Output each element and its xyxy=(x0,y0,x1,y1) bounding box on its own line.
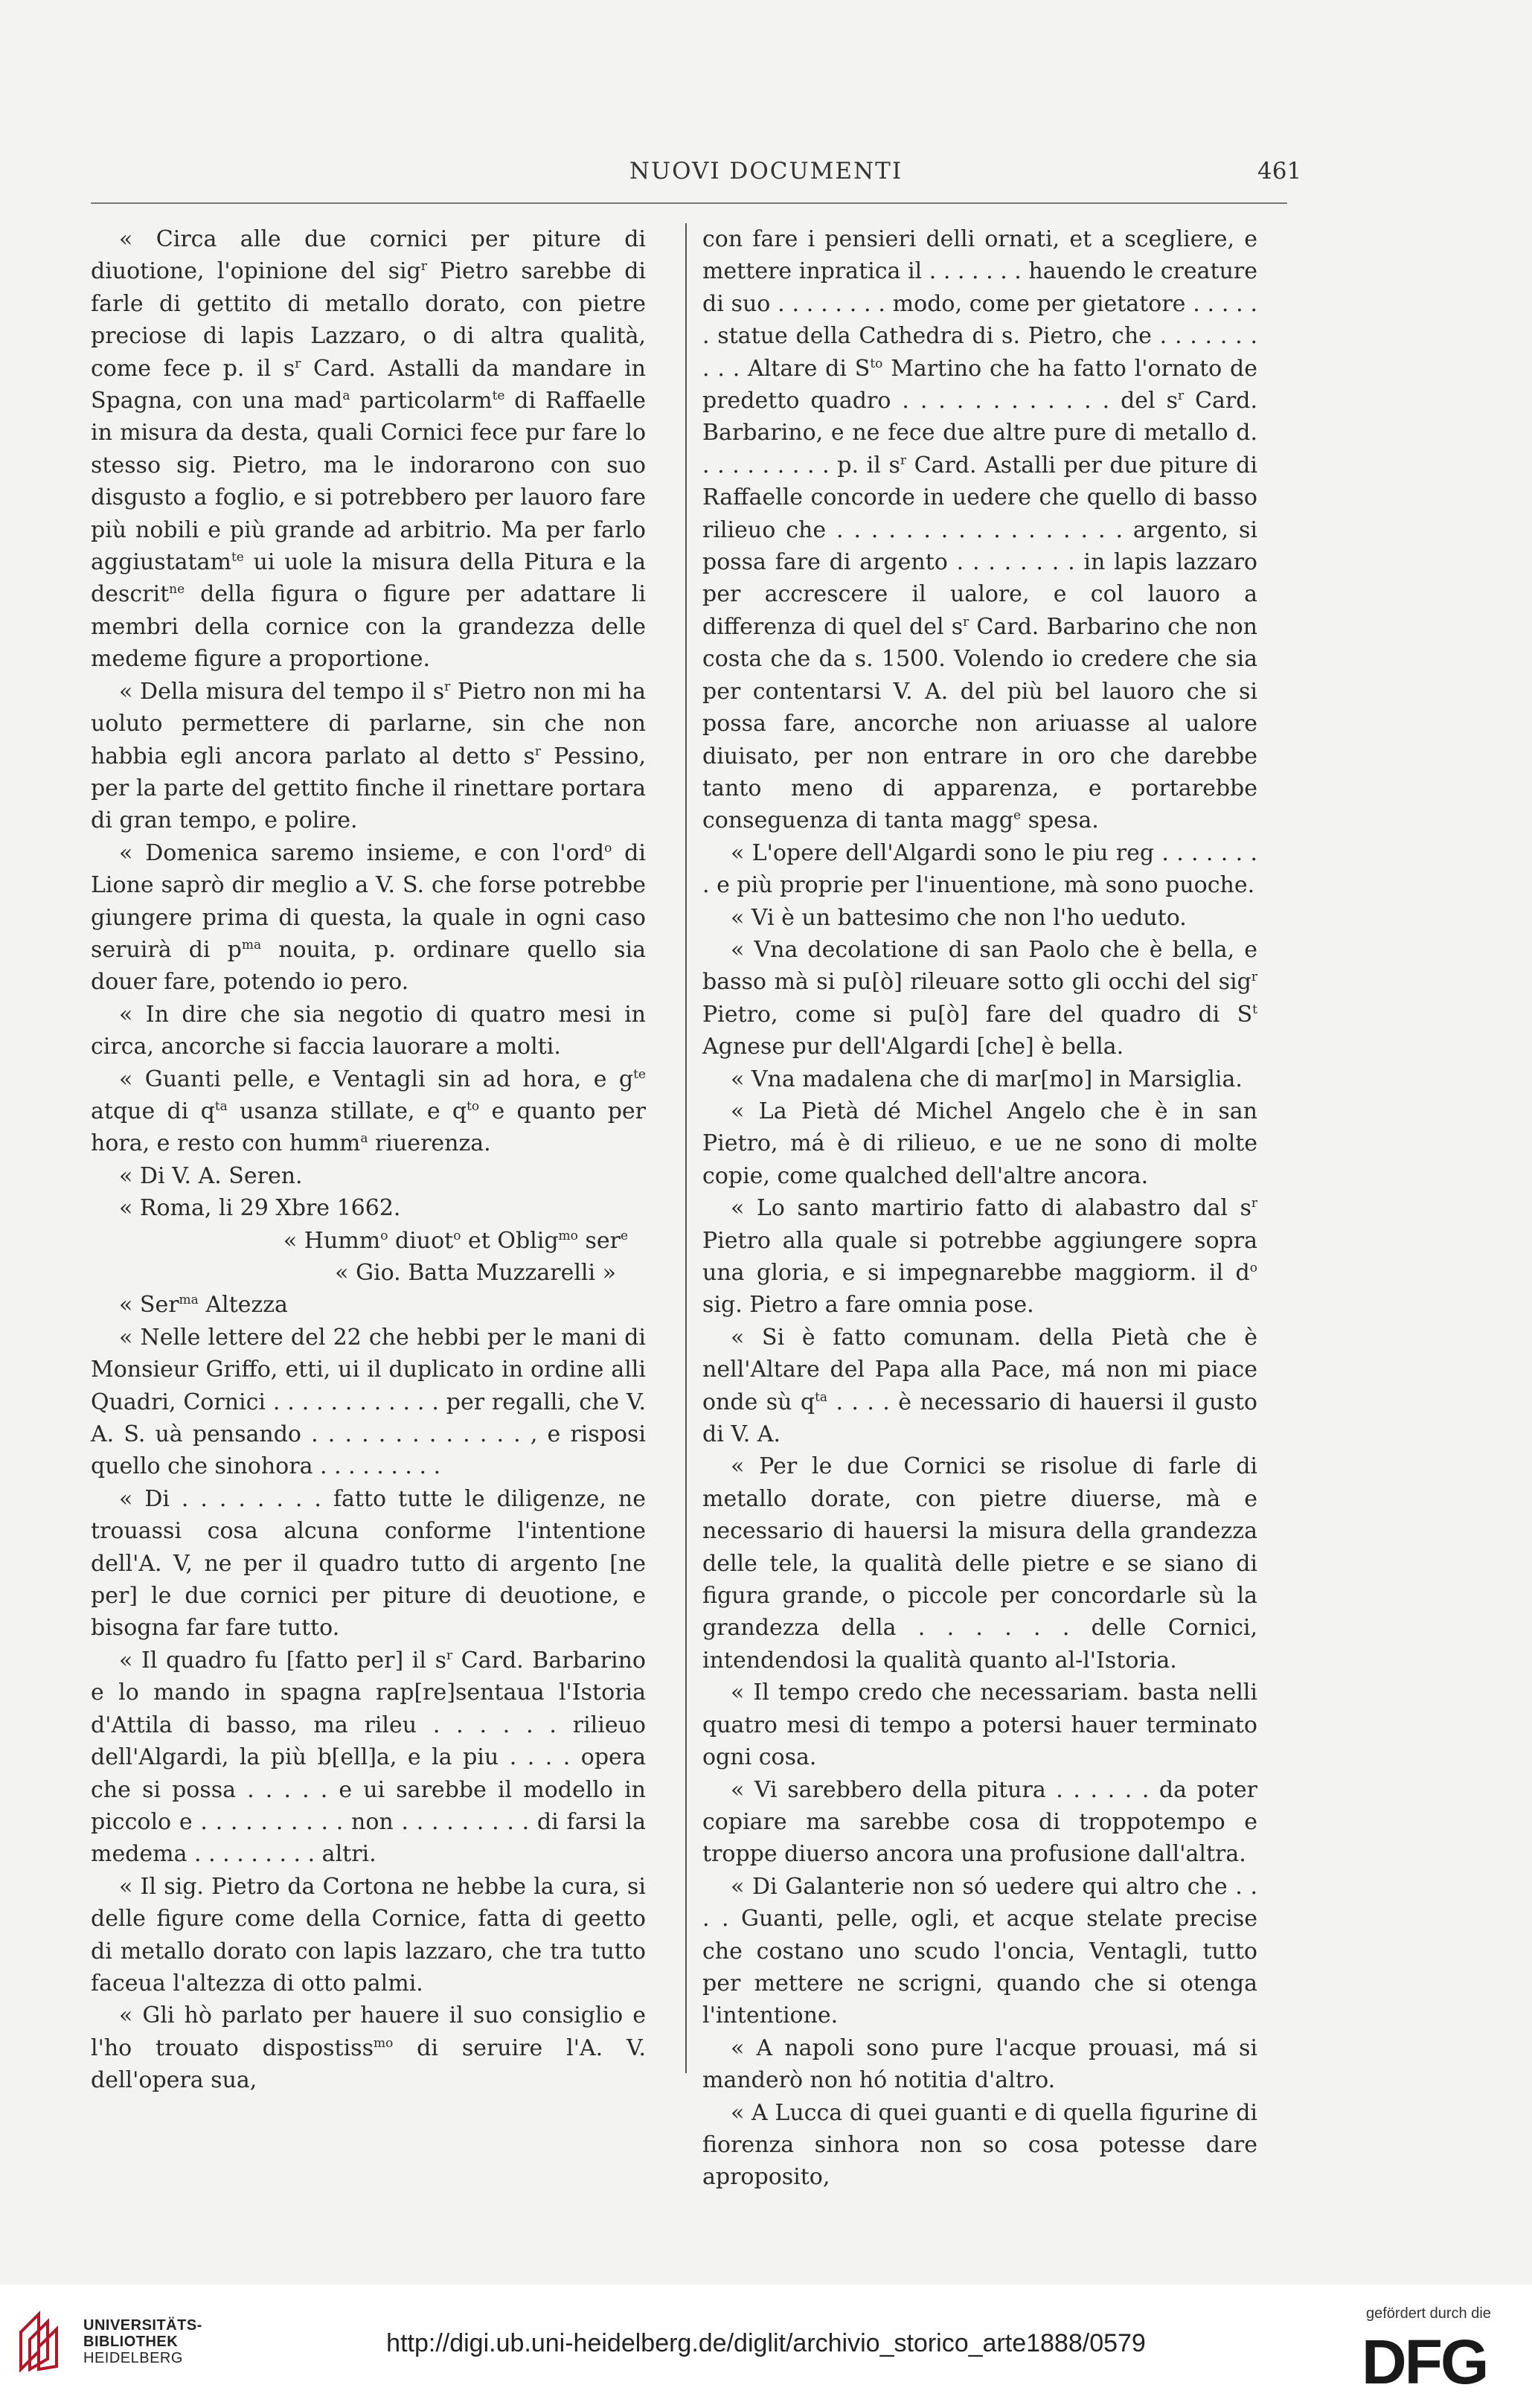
paragraph: « Di V. A. Seren. xyxy=(119,1162,303,1189)
paragraph: « Il tempo credo che necessariam. basta nelli quatro mesi di tempo a potersi hauer terminato ogni cosa. xyxy=(702,1679,1257,1771)
paragraph: « Circa alle due cornici per piture di diuotione, l'opinione del sig$^r$ Pietro sarebbe di farle di gettito di metallo dorato, con pietre preciose di lapis Lazzaro, o di altra qualità, come fece p. il $s^r$ Card. Astalli da mandare in Spagna, con una mad$^a$ particolarm$^{te}$ di Raffaelle in misura da desta, quali Cornici fece pur fare lo stesso sig. Pietro, ma le indorarono con suo disgusto a foglio, e si potrebbero per lauoro fare più nobili e più grande ad arbitrio. Ma per farlo aggiustatam$^{te}$ ui uole la misura della Pitura e la descrit$^{ne}$ della figura o figure per adattare li membri della cornice con la grandezza delle medeme figure a proportione. xyxy=(91,226,647,673)
paragraph: « Gli hò parlato per hauere il suo consiglio e l'ho trouato dispostiss$^{mo}$ di seruire l'A. V. dell'opera sua, xyxy=(91,2002,646,2094)
paragraph: « A napoli sono pure l'acque prouasi, má si manderò non hó notitia d'altro. xyxy=(702,2034,1257,2094)
paragraph: « Domenica saremo insieme, e con l'ord$^o$ di Lione saprò dir meglio a V. S. che forse potrebbe giungere prima di questa, la quale in ogni caso seruirà di $p^{ma}$ nouita, p. ordinare quello sia douer fare, potendo io pero. xyxy=(91,839,646,996)
paragraph: « Si è fatto comunam. della Pietà che è nell'Altare del Papa alla Pace, má non mi piace onde sù $q^{ta}$ . . . . è necessario di hauersi il gusto di V. A. xyxy=(702,1324,1257,1448)
paragraph: « Della misura del tempo il $s^r$ Pietro non mi ha uoluto permettere di parlarne, sin che non habbia egli ancora parlato al detto $s^r$ Pessino, per la parte del gettito finche il rinettare portara di gran tempo, e polire. xyxy=(91,678,646,834)
paragraph: « Vna madalena che di mar[mo] in Marsiglia. xyxy=(731,1066,1243,1092)
paragraph: « Vi sarebbero della pitura . . . . . . da poter copiare ma sarebbe cosa di troppotempo e troppe diuerso ancora una profusione dall'altra. xyxy=(702,1776,1257,1868)
paragraph: « Il quadro fu [fatto per] il $s^r$ Card. Barbarino e lo mando in spagna rap[re]sentaua l'Istoria d'Attila di basso, ma rileu . . . . . . rilieuo dell'Algardi, la più b[ell]a, e la piu . . . . opera che si possa . . . . . e ui sarebbe il modello in piccolo e . . . . . . . . . . non . . . . . . . . . di farsi la medema . . . . . . . . . altri. xyxy=(91,1647,646,1868)
left-column xyxy=(91,223,646,2097)
paragraph: « Humm$^o$ diuot$^o$ et Oblig$^{mo}$ ser$^e$ xyxy=(283,1227,628,1254)
dfg-logo: DFG xyxy=(1362,2327,1487,2397)
source-url-link[interactable]: http://digi.ub.uni-heidelberg.de/diglit/archivio_storico_arte1888/0579 xyxy=(386,2329,1146,2357)
running-head xyxy=(0,158,1532,202)
column-divider xyxy=(685,223,687,2073)
paragraph: « Vna decolatione di san Paolo che è bella, e basso mà si pu[ò] rileuare sotto gli occhi del sig$^r$ Pietro, come si pu[ò] fare del quadro di $S^t$ Agnese pur dell'Algardi [che] è bella. xyxy=(702,936,1257,1060)
university-library-name: UNIVERSITÄTS- BIBLIOTHEK HEIDELBERG xyxy=(83,2317,202,2366)
paragraph: « Gio. Batta Muzzarelli » xyxy=(335,1260,616,1286)
paragraph: « Ser$^{ma}$ Altezza xyxy=(119,1292,288,1319)
paragraph: « L'opere dell'Algardi sono le piu reg . . . . . . . . e più proprie per l'inuentione, mà sono puoche. xyxy=(702,839,1257,899)
paragraph: « La Pietà dé Michel Angelo che è in san Pietro, má è di rilieuo, e ue ne sono di molte copie, come qualched dell'altre ancora. xyxy=(702,1098,1257,1189)
paragraph: « Per le due Cornici se risolue di farle di metallo dorate, con pietre diuerse, mà e necessario di hauersi la misura della grandezza delle tele, la qualità delle pietre e se siano di figura grande, o piccole per concordarle sù la grandezza della . . . . . . delle Cornici, intendendosi la qualità quanto al-l'Istoria. xyxy=(702,1453,1257,1674)
paragraph: « Roma, li 29 Xbre 1662. xyxy=(119,1195,401,1222)
paragraph: « Di . . . . . . . . fatto tutte le diligenze, ne trouassi cosa alcuna conforme l'intentione dell'A. V, ne per il quadro tutto di argento [ne per] le due cornici per piture di deuotione, e bisogna far fare tutto. xyxy=(91,1485,646,1642)
paragraph: « A Lucca di quei guanti e di quella figurine di fiorenza sinhora non so cosa potesse dare aproposito, xyxy=(702,2099,1257,2191)
page-number: 461 xyxy=(1257,158,1302,185)
page-title: NUOVI DOCUMENTI xyxy=(629,158,903,185)
paragraph: « Lo santo martirio fatto di alabastro dal $s^r$ Pietro alla quale si potrebbe aggiungere sopra una gloria, e si impegnarebbe maggiorm. il $d^o$ sig. Pietro a fare omnia pose. xyxy=(702,1195,1257,1319)
footer xyxy=(0,2284,1532,2408)
paragraph: « Guanti pelle, e Ventagli sin ad hora, e $g^{te}$ atque di $q^{ta}$ usanza stillate, e $q^{to}$ e quanto per hora, e resto con humm$^a$ riuerenza. xyxy=(91,1066,647,1157)
paragraph: con fare i pensieri delli ornati, et a scegliere, e mettere inpratica il . . . . . . . hauendo le creature di suo . . . . . . . . modo, come per gietatore . . . . . . statue della Cathedra di s. Pietro, che . . . . . . . . . . Altare di $S^{to}$ Martino che ha fatto l'ornato de predetto quadro . . . . . . . . . . . . del $s^r$ Card. Barbarino, e ne fece due altre pure di metallo d. . . . . . . . . . p. il $s^r$ Card. Astalli per due piture di Raffaelle concorde in uedere che quello di basso rilieuo che . . . . . . . . . . . . . . . . . argento, si possa fare di argento . . . . . . . . in lapis lazzaro per accrescere il ualore, e col lauoro a differenza di quel del $s^r$ Card. Barbarino che non costa che da s. 1500. Volendo io credere che sia per contentarsi V. A. del più bel lauoro che si possa fare, ancorche non ariuasse al ualore diuisato, per non entrare in oro che darebbe tanto meno di apparenza, e portarebbe conseguenza di tanta magg$^e$ spesa. xyxy=(702,226,1258,834)
paragraph: « Il sig. Pietro da Cortona ne hebbe la cura, si delle figure come della Cornice, fatta di geetto di metallo dorato con lapis lazzaro, che tra tutto faceua l'altezza di otto palmi. xyxy=(91,1873,646,1996)
paragraph: « Nelle lettere del 22 che hebbi per le mani di Monsieur Griffo, etti, ui il duplicato in ordine alli Quadri, Cornici . . . . . . . . . . . . per regalli, che V. A. S. uà pensando . . . . . . . . . . . . . , e risposi quello che sinohora . . . . . . . . . xyxy=(91,1324,646,1480)
paragraph: « Di Galanterie non só uedere qui altro che . . . . Guanti, pelle, ogli, et acque stelate precise che costano uno scudo l'oncia, Ventagli, tutto per mettere ne scrigni, quando che si otenga l'intentione. xyxy=(702,1873,1257,2029)
right-column xyxy=(702,223,1257,2194)
funding-note: gefördert durch die xyxy=(1366,2305,1491,2322)
paragraph: « Vi è un battesimo che non l'ho ueduto. xyxy=(731,904,1187,931)
header-rule xyxy=(91,202,1287,204)
paragraph: « In dire che sia negotio di quatro mesi in circa, ancorche si faccia lauorare a molti. xyxy=(91,1001,646,1060)
